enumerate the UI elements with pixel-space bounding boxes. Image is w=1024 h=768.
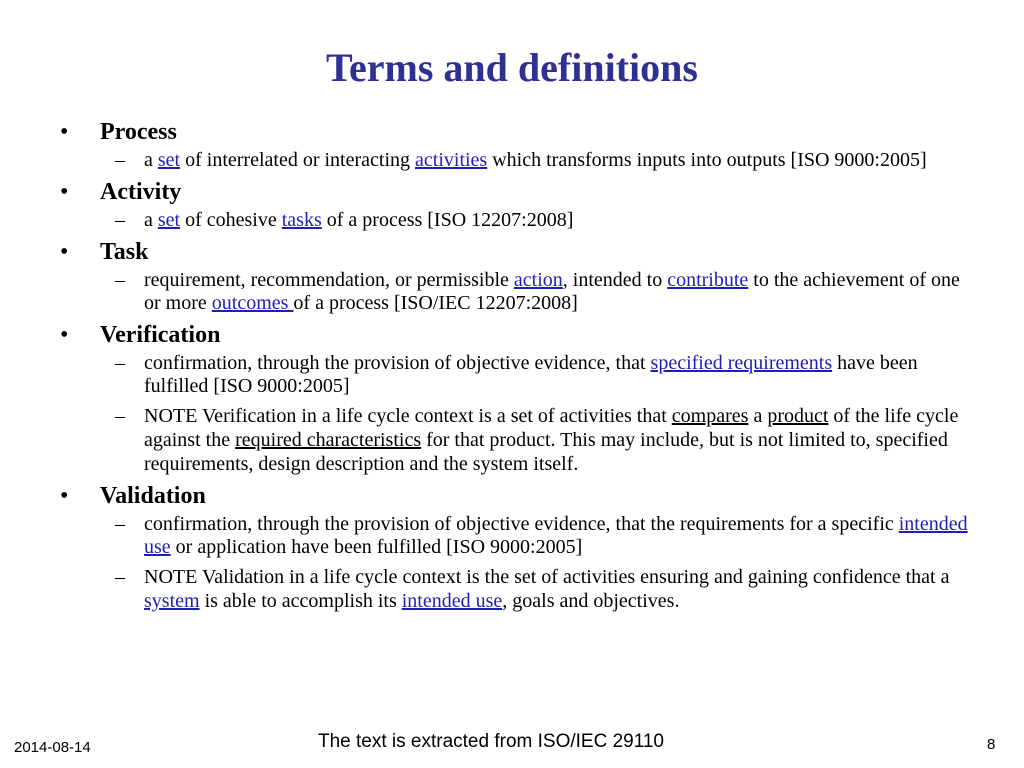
term-link[interactable]: intended use [144, 513, 968, 558]
definition-text: requirement, recommendation, or permissible [144, 269, 514, 291]
underlined-phrase: required characteristics [235, 429, 422, 451]
dash-marker: – [115, 566, 125, 588]
definitions-list [60, 118, 970, 613]
term-name: Process [100, 119, 177, 145]
slide-title: Terms and definitions [326, 45, 698, 90]
bullet-marker: • [60, 179, 69, 205]
definition-text: a [748, 405, 768, 427]
definition-text: , goals and objectives. [502, 590, 680, 612]
definition-text: which transforms inputs into outputs [ISO 9000:2005] [487, 149, 927, 171]
definition-text: to the achievement of one or more [144, 269, 960, 314]
term-link[interactable]: activities [415, 149, 488, 171]
term-link[interactable]: outcomes [211, 292, 294, 314]
definition-text: a [144, 149, 158, 171]
term-name: Activity [100, 179, 182, 205]
definition-text: of cohesive [180, 209, 282, 231]
slide-number: 8 [987, 736, 996, 753]
definition [60, 513, 970, 559]
term-verification [60, 321, 970, 349]
definition [60, 352, 970, 398]
definition-text: , intended to [562, 269, 668, 291]
bullet-marker: • [60, 322, 69, 348]
term-link[interactable]: intended use [401, 590, 503, 612]
bullet-marker: • [60, 239, 69, 265]
bullet-marker: • [60, 483, 69, 509]
definition [60, 269, 970, 315]
term-link[interactable]: contribute [667, 269, 749, 291]
underlined-phrase: compares [671, 405, 749, 427]
definition-text: have been fulfilled [ISO 9000:2005] [144, 352, 918, 397]
footer-date: 2014-08-14 [14, 739, 91, 756]
definition-text: for that product. This may include, but is not limited to, specified requirements, design description and the system itself. [144, 429, 948, 475]
footer-source-note: The text is extracted from ISO/IEC 29110 [317, 731, 665, 752]
bullet-marker: • [60, 119, 69, 145]
definition-text: of the life cycle against the [144, 405, 959, 451]
term-link[interactable]: set [157, 209, 181, 231]
dash-marker: – [115, 269, 125, 291]
dash-marker: – [115, 513, 125, 535]
dash-marker: – [115, 352, 125, 374]
definition-text: confirmation, through the provision of objective evidence, that the requirements for a specific [144, 513, 899, 535]
term-link[interactable]: set [157, 149, 181, 171]
definition-text: is able to accomplish its [199, 590, 402, 612]
definition-text: or application have been fulfilled [ISO 9000:2005] [170, 536, 583, 558]
dash-marker: – [115, 405, 125, 427]
definition-text: confirmation, through the provision of objective evidence, that [144, 352, 651, 374]
definition-text: of a process [ISO 12207:2008] [321, 209, 574, 231]
definition-text: a [144, 209, 158, 231]
term-name: Verification [100, 322, 221, 348]
term-link[interactable]: tasks [281, 209, 322, 231]
underlined-phrase: product [767, 405, 829, 427]
definition-text: NOTE Verification in a life cycle context is a set of activities that [144, 405, 672, 427]
dash-marker: – [115, 209, 125, 231]
definition-text: NOTE Validation in a life cycle context is the set of activities ensuring and gaining confidence that a [144, 566, 950, 588]
term-name: Task [100, 239, 149, 265]
definition-note [60, 404, 970, 476]
term-process [60, 118, 970, 146]
term-link[interactable]: specified requirements [650, 352, 833, 374]
dash-marker: – [115, 149, 125, 171]
definition-text: of interrelated or interacting [180, 149, 416, 171]
definition-note [60, 565, 970, 613]
term-link[interactable]: action [513, 269, 563, 291]
definition-text: of a process [ISO/IEC 12207:2008] [293, 292, 578, 314]
term-validation [60, 482, 970, 510]
term-task [60, 238, 970, 266]
term-link[interactable]: system [144, 590, 200, 612]
definition [60, 209, 970, 232]
term-activity [60, 178, 970, 206]
term-name: Validation [100, 483, 206, 509]
definition [60, 149, 970, 172]
